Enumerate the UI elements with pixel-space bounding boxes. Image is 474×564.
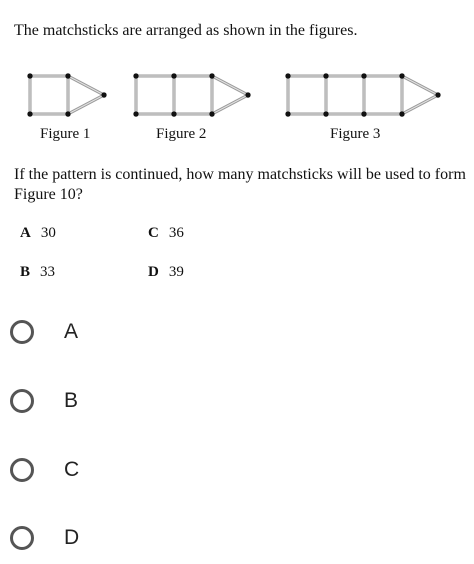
matchstick-head: [27, 73, 32, 78]
choice-c-letter: C: [148, 225, 159, 241]
matchstick-head: [171, 111, 176, 116]
choice-a: [20, 225, 56, 242]
matchstick-vertical: [133, 73, 138, 116]
matchstick-triangle-upper: [399, 73, 440, 97]
choice-d-letter: D: [148, 264, 159, 280]
matchstick-bottom: [361, 111, 404, 116]
matchstick-head: [133, 111, 138, 116]
radio-a[interactable]: [10, 320, 34, 344]
answer-option-a[interactable]: [8, 312, 208, 352]
matchstick-triangle-lower: [209, 92, 250, 116]
matchstick-head: [209, 73, 214, 78]
matchstick-head: [435, 92, 440, 97]
answer-c-label: C: [64, 458, 80, 481]
matchstick-vertical: [65, 73, 70, 116]
answer-option-b[interactable]: [8, 381, 208, 421]
matchstick-head: [133, 73, 138, 78]
answer-option-d[interactable]: [8, 518, 208, 558]
answer-d-label: D: [64, 526, 80, 549]
question-title: The matchsticks are arranged as shown in the figures.: [14, 22, 358, 39]
choice-b: [20, 264, 55, 281]
figure-3-label: Figure 3: [330, 126, 381, 142]
matchstick-top: [133, 73, 176, 78]
choice-c: [148, 225, 184, 242]
matchstick-vertical: [323, 73, 328, 116]
matchstick-triangle-upper: [209, 73, 250, 97]
answer-option-c[interactable]: [8, 450, 208, 490]
matchstick-bottom: [27, 111, 70, 116]
matchstick-vertical: [209, 73, 214, 116]
matchstick-head: [171, 73, 176, 78]
choice-a-letter: A: [20, 225, 31, 241]
matchstick-head: [361, 73, 366, 78]
matchstick-head: [65, 111, 70, 116]
matchstick-head: [285, 111, 290, 116]
radio-b[interactable]: [10, 389, 34, 413]
matchstick-bottom: [171, 111, 214, 116]
matchstick-top: [285, 73, 328, 78]
matchstick-head: [27, 111, 32, 116]
matchstick-bottom: [285, 111, 328, 116]
matchstick-head: [323, 73, 328, 78]
matchstick-triangle-lower: [399, 92, 440, 116]
answer-a-label: A: [64, 320, 79, 343]
matchstick-vertical: [171, 73, 176, 116]
matchstick-top: [323, 73, 366, 78]
matchstick-figures: [0, 60, 474, 160]
figure-1-label: Figure 1: [40, 126, 91, 142]
answer-b-label: B: [64, 389, 79, 412]
choice-b-letter: B: [20, 264, 31, 280]
matchstick-head: [323, 111, 328, 116]
matchstick-vertical: [27, 73, 32, 116]
matchstick-head: [245, 92, 250, 97]
matchstick-top: [27, 73, 70, 78]
choice-d-value: 39: [168, 264, 184, 280]
matchstick-triangle-upper: [65, 73, 106, 97]
matchstick-head: [65, 73, 70, 78]
matchstick-triangle-lower: [65, 92, 106, 116]
question-prompt: If the pattern is continued, how many matchsticks will be used to form Figure 10?: [14, 166, 466, 203]
matchstick-head: [209, 111, 214, 116]
choice-c-value: 36: [168, 225, 184, 241]
matchstick-top: [361, 73, 404, 78]
matchstick-vertical: [399, 73, 404, 116]
matchstick-head: [361, 111, 366, 116]
matchstick-head: [399, 111, 404, 116]
matchstick-vertical: [285, 73, 290, 116]
choice-a-value: 30: [40, 225, 56, 241]
radio-c[interactable]: [10, 458, 34, 482]
figure-2-label: Figure 2: [156, 126, 207, 142]
matchstick-head: [285, 73, 290, 78]
choice-d: [148, 264, 184, 281]
matchstick-top: [171, 73, 214, 78]
choice-b-value: 33: [40, 264, 56, 280]
matchstick-vertical: [361, 73, 366, 116]
matchstick-bottom: [323, 111, 366, 116]
matchstick-head: [399, 73, 404, 78]
matchstick-head: [101, 92, 106, 97]
radio-d[interactable]: [10, 526, 34, 550]
matchstick-bottom: [133, 111, 176, 116]
